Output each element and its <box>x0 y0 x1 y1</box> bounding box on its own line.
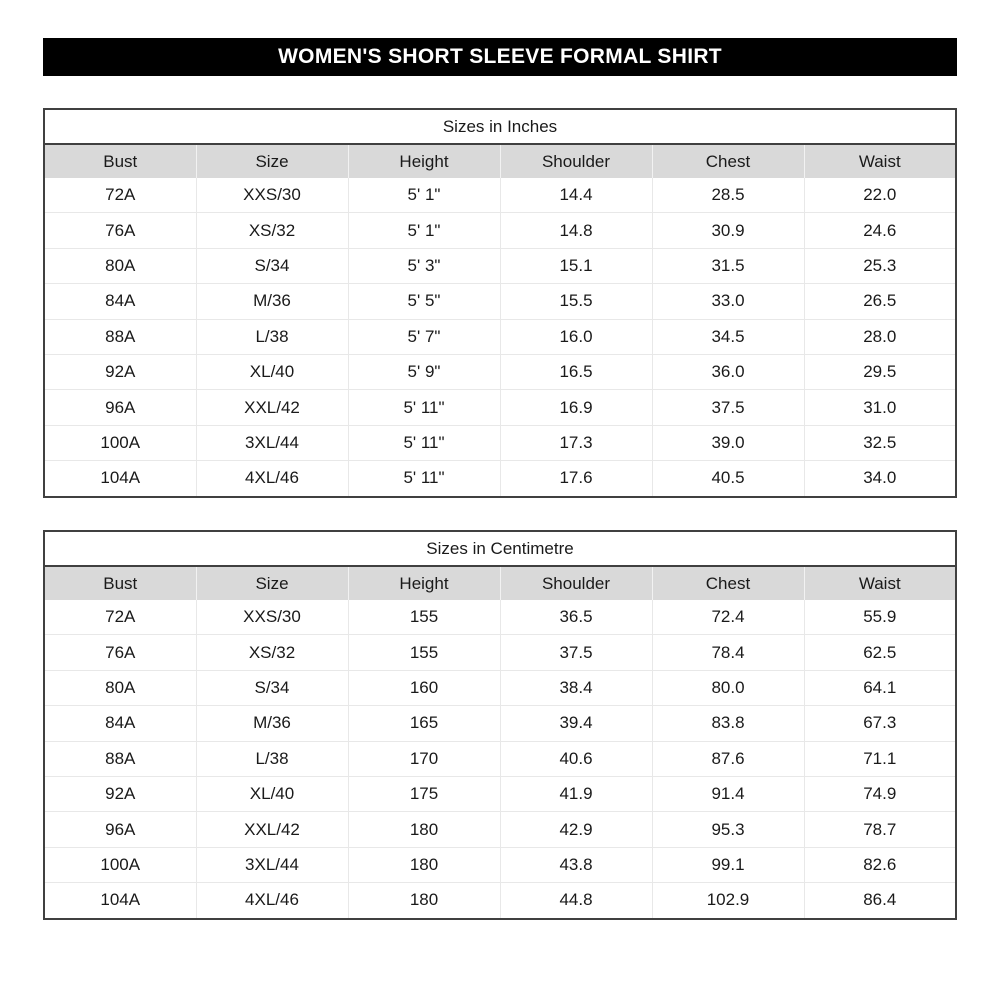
table-cell: 87.6 <box>652 741 804 776</box>
table-row <box>44 461 956 497</box>
table-cell: 3XL/44 <box>196 847 348 882</box>
table-row <box>44 319 956 354</box>
table-cell: 83.8 <box>652 706 804 741</box>
table-row <box>44 284 956 319</box>
table-cell: 155 <box>348 635 500 670</box>
table-row <box>44 706 956 741</box>
table-cell: 14.8 <box>500 213 652 248</box>
table-cell: S/34 <box>196 248 348 283</box>
table-row <box>44 812 956 847</box>
table-cell: 100A <box>44 425 196 460</box>
table-cell: 5' 7" <box>348 319 500 354</box>
column-header: Height <box>348 144 500 178</box>
table-cell: M/36 <box>196 284 348 319</box>
table-row <box>44 635 956 670</box>
table-cell: 17.3 <box>500 425 652 460</box>
table-cell: 71.1 <box>804 741 956 776</box>
table-cell: 88A <box>44 319 196 354</box>
table-cell: 34.5 <box>652 319 804 354</box>
table-cell: XXS/30 <box>196 178 348 213</box>
table-cell: 104A <box>44 883 196 919</box>
column-header: Size <box>196 566 348 600</box>
table-cell: 5' 3" <box>348 248 500 283</box>
table-row <box>44 354 956 389</box>
table-cell: 5' 11" <box>348 425 500 460</box>
table-cell: 180 <box>348 847 500 882</box>
table-cell: 99.1 <box>652 847 804 882</box>
table-cell: 84A <box>44 706 196 741</box>
table-cell: XL/40 <box>196 354 348 389</box>
table-cell: 96A <box>44 812 196 847</box>
table-row <box>44 883 956 919</box>
table-cell: 16.9 <box>500 390 652 425</box>
table-cell: 80A <box>44 670 196 705</box>
table-cell: XXL/42 <box>196 812 348 847</box>
table-row <box>44 600 956 635</box>
table-cell: 16.5 <box>500 354 652 389</box>
table-cell: 78.4 <box>652 635 804 670</box>
table-cell: 43.8 <box>500 847 652 882</box>
table-cell: 88A <box>44 741 196 776</box>
table-cell: 100A <box>44 847 196 882</box>
table-cell: 76A <box>44 213 196 248</box>
table-cell: 32.5 <box>804 425 956 460</box>
table-cell: 17.6 <box>500 461 652 497</box>
table-cell: 28.5 <box>652 178 804 213</box>
table-row <box>44 248 956 283</box>
table-cell: 4XL/46 <box>196 461 348 497</box>
table-cell: 40.6 <box>500 741 652 776</box>
table-row <box>44 776 956 811</box>
table-cell: 15.1 <box>500 248 652 283</box>
table-cell: 80A <box>44 248 196 283</box>
table-cell: 22.0 <box>804 178 956 213</box>
table-cell: 5' 5" <box>348 284 500 319</box>
table-row <box>44 213 956 248</box>
table-cell: 26.5 <box>804 284 956 319</box>
table-caption-row <box>44 109 956 144</box>
table-header-row <box>44 144 956 178</box>
table-cell: 72A <box>44 178 196 213</box>
table-cell: 42.9 <box>500 812 652 847</box>
table-cell: M/36 <box>196 706 348 741</box>
table-cell: 31.0 <box>804 390 956 425</box>
table-cell: XS/32 <box>196 213 348 248</box>
page-title: WOMEN'S SHORT SLEEVE FORMAL SHIRT <box>278 45 722 68</box>
table-body <box>44 600 956 919</box>
table-cell: 3XL/44 <box>196 425 348 460</box>
table-cell: 102.9 <box>652 883 804 919</box>
sizes-centimetre-table <box>43 530 957 920</box>
table-cell: 16.0 <box>500 319 652 354</box>
table-cell: 74.9 <box>804 776 956 811</box>
column-header: Shoulder <box>500 144 652 178</box>
column-header: Bust <box>44 144 196 178</box>
table-row <box>44 425 956 460</box>
column-header: Size <box>196 144 348 178</box>
column-header: Shoulder <box>500 566 652 600</box>
table-cell: 36.5 <box>500 600 652 635</box>
table-cell: 55.9 <box>804 600 956 635</box>
table-cell: 5' 1" <box>348 213 500 248</box>
table-cell: 165 <box>348 706 500 741</box>
table-cell: 29.5 <box>804 354 956 389</box>
table-body <box>44 178 956 497</box>
table-cell: 92A <box>44 776 196 811</box>
table-row <box>44 390 956 425</box>
table-cell: 72A <box>44 600 196 635</box>
table-cell: L/38 <box>196 741 348 776</box>
table-cell: 180 <box>348 883 500 919</box>
table-cell: 175 <box>348 776 500 811</box>
table-cell: 80.0 <box>652 670 804 705</box>
table-cell: 5' 1" <box>348 178 500 213</box>
table-row <box>44 670 956 705</box>
column-header: Bust <box>44 566 196 600</box>
table-row <box>44 178 956 213</box>
table-cell: L/38 <box>196 319 348 354</box>
table-cell: 44.8 <box>500 883 652 919</box>
table-header-row <box>44 566 956 600</box>
column-header: Chest <box>652 566 804 600</box>
table-row <box>44 741 956 776</box>
column-header: Waist <box>804 566 956 600</box>
table-caption: Sizes in Centimetre <box>44 531 956 566</box>
table-cell: 14.4 <box>500 178 652 213</box>
table-cell: 82.6 <box>804 847 956 882</box>
table-cell: 96A <box>44 390 196 425</box>
table-cell: 180 <box>348 812 500 847</box>
table-cell: 72.4 <box>652 600 804 635</box>
table-cell: 33.0 <box>652 284 804 319</box>
table-cell: 37.5 <box>652 390 804 425</box>
table-cell: 40.5 <box>652 461 804 497</box>
table-cell: 31.5 <box>652 248 804 283</box>
table-cell: 24.6 <box>804 213 956 248</box>
table-cell: XXS/30 <box>196 600 348 635</box>
table-cell: 41.9 <box>500 776 652 811</box>
table-cell: 39.4 <box>500 706 652 741</box>
table-cell: 78.7 <box>804 812 956 847</box>
table-cell: XS/32 <box>196 635 348 670</box>
table-cell: 28.0 <box>804 319 956 354</box>
table-cell: S/34 <box>196 670 348 705</box>
table-cell: 62.5 <box>804 635 956 670</box>
table-cell: 30.9 <box>652 213 804 248</box>
table-cell: 64.1 <box>804 670 956 705</box>
table-cell: 5' 11" <box>348 390 500 425</box>
table-cell: 170 <box>348 741 500 776</box>
table-cell: 84A <box>44 284 196 319</box>
column-header: Waist <box>804 144 956 178</box>
table-cell: 39.0 <box>652 425 804 460</box>
table-cell: 38.4 <box>500 670 652 705</box>
table-cell: 5' 11" <box>348 461 500 497</box>
column-header: Chest <box>652 144 804 178</box>
table-cell: 160 <box>348 670 500 705</box>
table-cell: 36.0 <box>652 354 804 389</box>
sizes-inches-table <box>43 108 957 498</box>
table-cell: 104A <box>44 461 196 497</box>
column-header: Height <box>348 566 500 600</box>
table-cell: 37.5 <box>500 635 652 670</box>
table-cell: 91.4 <box>652 776 804 811</box>
table-caption-row <box>44 531 956 566</box>
table-cell: 92A <box>44 354 196 389</box>
table-cell: 5' 9" <box>348 354 500 389</box>
table-cell: 155 <box>348 600 500 635</box>
table-cell: 76A <box>44 635 196 670</box>
table-cell: 15.5 <box>500 284 652 319</box>
table-cell: 86.4 <box>804 883 956 919</box>
table-cell: XL/40 <box>196 776 348 811</box>
table-caption: Sizes in Inches <box>44 109 956 144</box>
table-cell: 34.0 <box>804 461 956 497</box>
table-cell: 67.3 <box>804 706 956 741</box>
title-banner <box>43 38 957 76</box>
table-cell: 95.3 <box>652 812 804 847</box>
table-cell: 25.3 <box>804 248 956 283</box>
table-cell: XXL/42 <box>196 390 348 425</box>
table-row <box>44 847 956 882</box>
table-cell: 4XL/46 <box>196 883 348 919</box>
